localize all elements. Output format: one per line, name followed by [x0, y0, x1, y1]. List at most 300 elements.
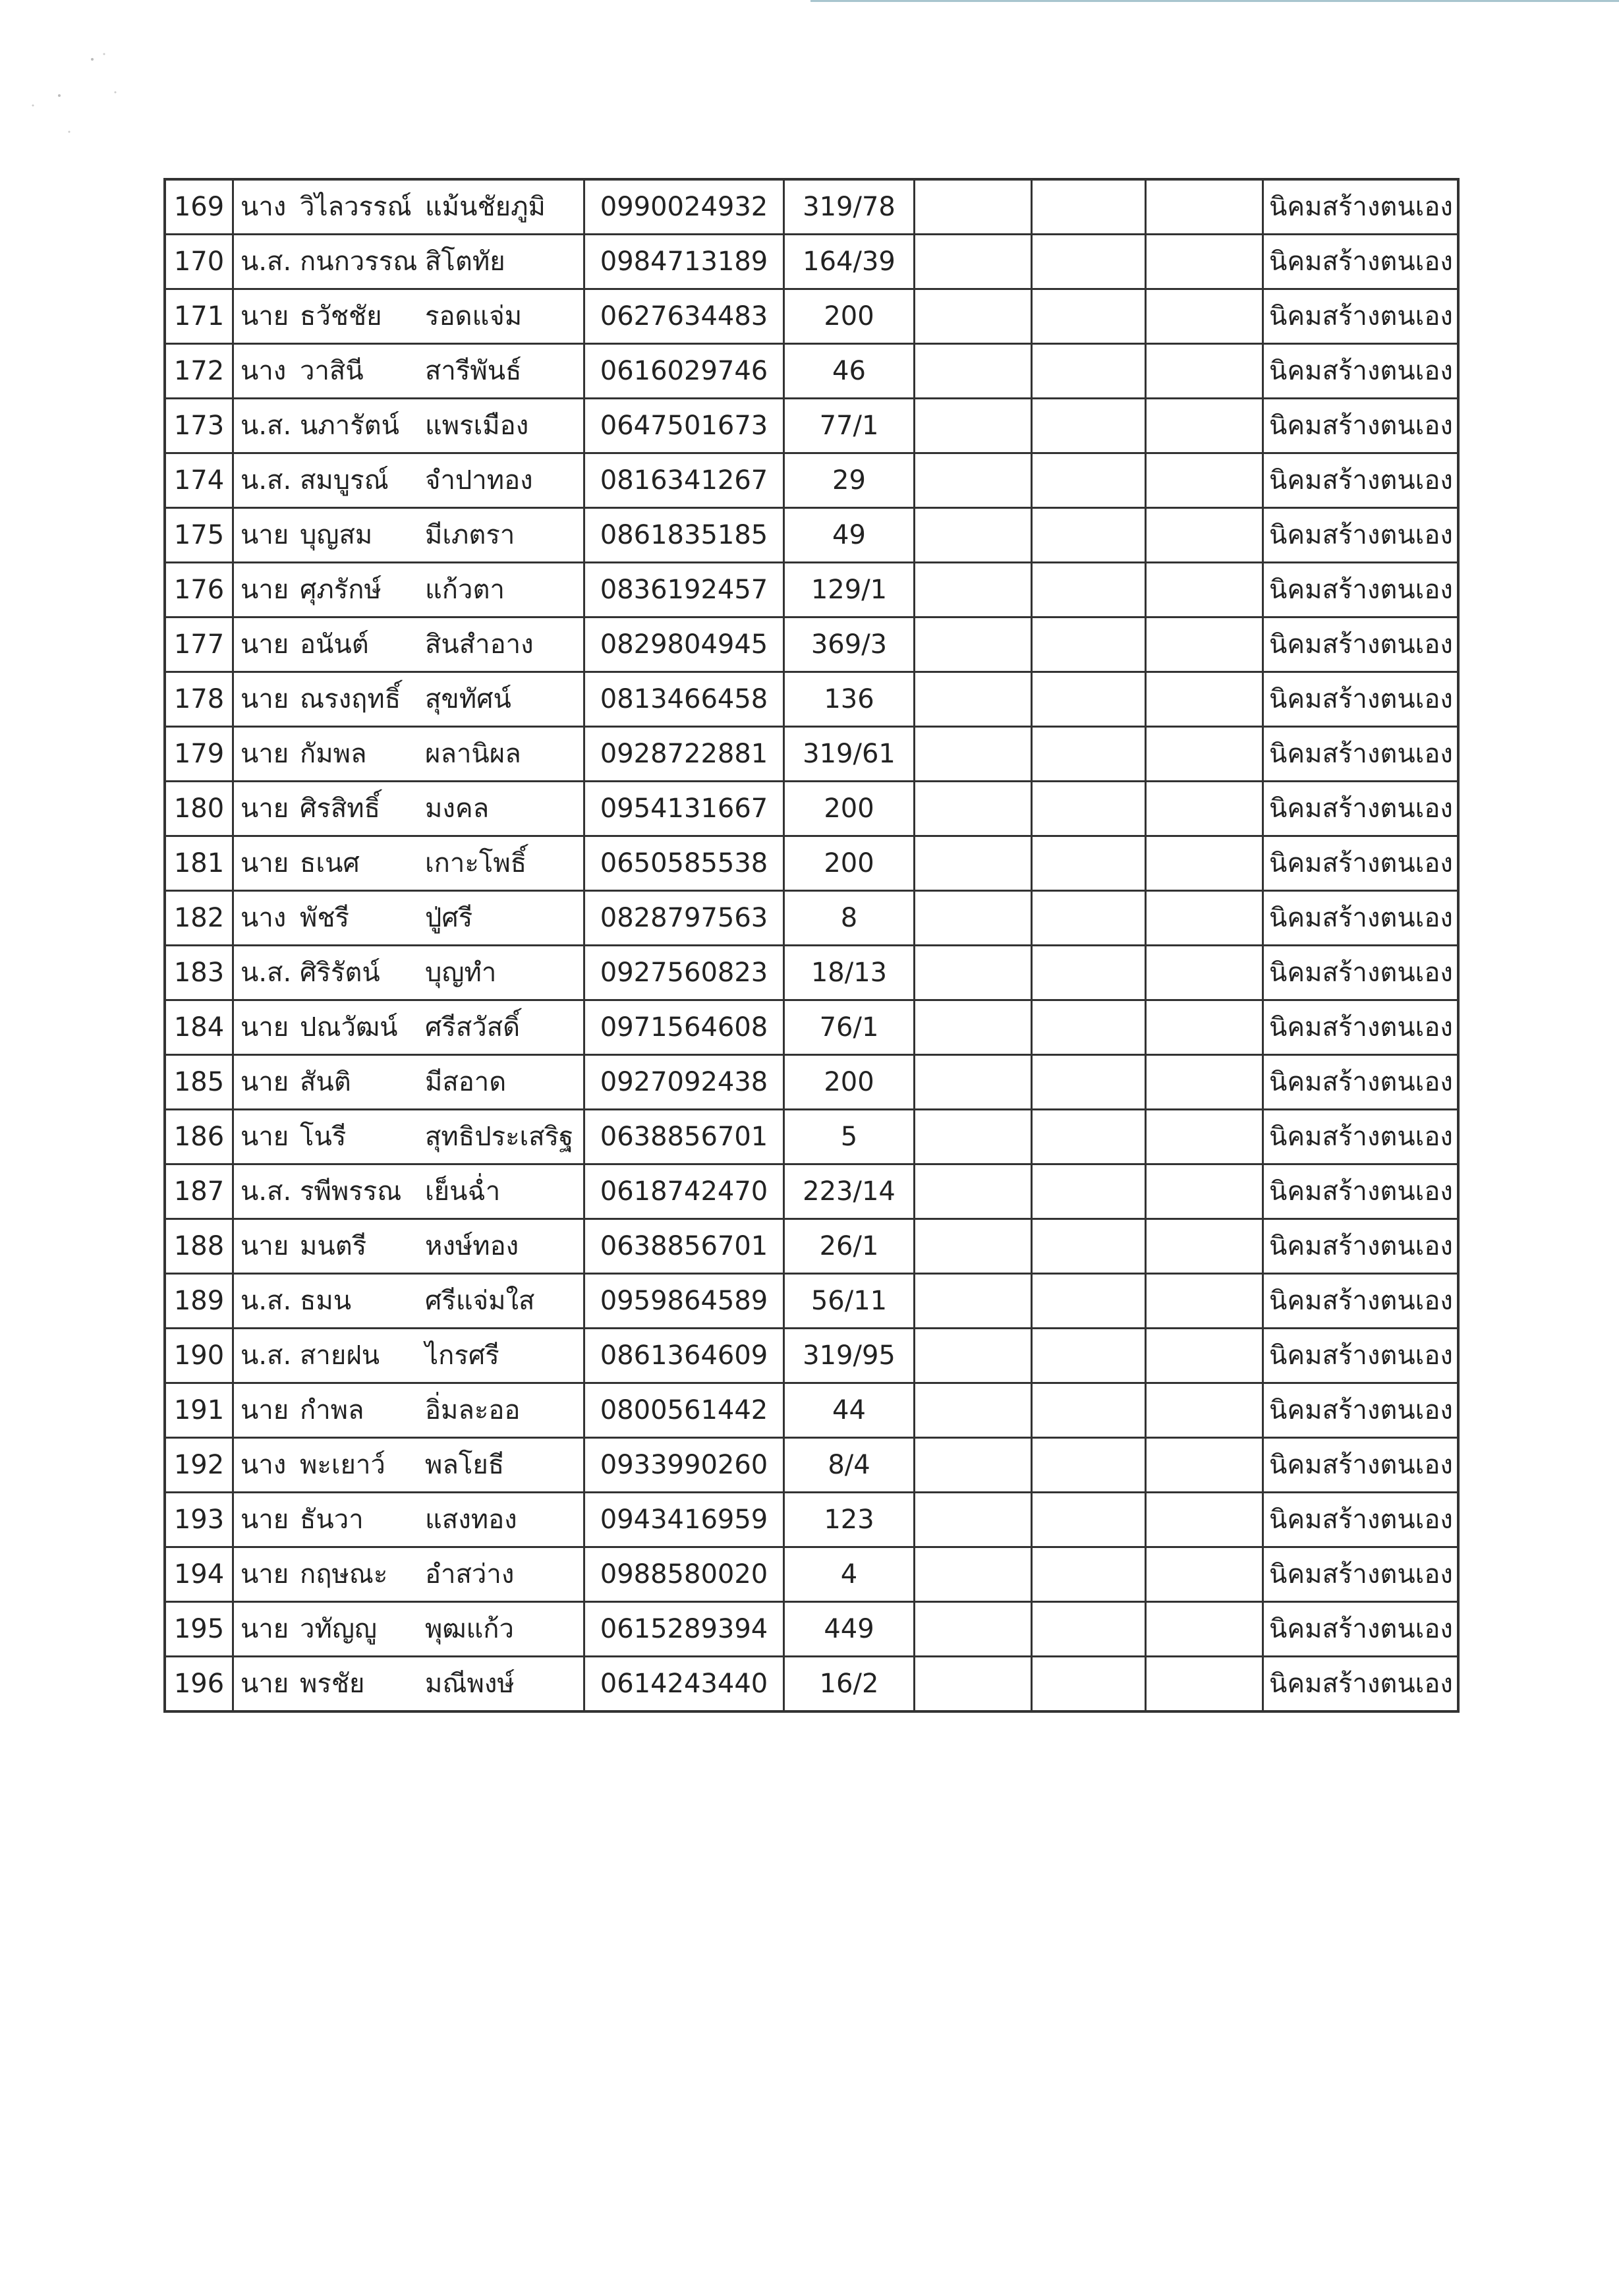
empty-cell — [1146, 1219, 1263, 1274]
table-row — [165, 1164, 1458, 1219]
name-title: นาย — [241, 1395, 289, 1425]
row-number: 170 — [165, 235, 233, 289]
house-number: 49 — [784, 508, 915, 563]
name-title: นาย — [241, 629, 289, 660]
first-name: กนกวรรณ — [300, 246, 418, 277]
house-number: 449 — [784, 1602, 915, 1657]
table-row — [165, 1329, 1458, 1383]
empty-cell — [1146, 1329, 1263, 1383]
empty-cell — [1032, 1493, 1146, 1547]
area-name: นิคมสร้างตนเอง — [1263, 1000, 1459, 1055]
phone-number: 0816341267 — [584, 453, 784, 508]
house-number: 136 — [784, 672, 915, 727]
row-number: 187 — [165, 1164, 233, 1219]
last-name: อำสว่าง — [425, 1559, 515, 1590]
full-name — [233, 1055, 584, 1110]
house-number: 8 — [784, 891, 915, 946]
empty-cell — [1032, 1657, 1146, 1712]
full-name — [233, 1329, 584, 1383]
empty-cell — [1146, 1055, 1263, 1110]
empty-cell — [1146, 617, 1263, 672]
full-name — [233, 179, 584, 235]
name-title: น.ส. — [241, 1176, 292, 1207]
area-name: นิคมสร้างตนเอง — [1263, 946, 1459, 1000]
table-row — [165, 508, 1458, 563]
table-row — [165, 1547, 1458, 1602]
last-name: อิ่มละออ — [425, 1395, 521, 1425]
empty-cell — [1146, 1110, 1263, 1164]
area-name: นิคมสร้างตนเอง — [1263, 1383, 1459, 1438]
empty-cell — [1146, 453, 1263, 508]
empty-cell — [915, 836, 1032, 891]
phone-number: 0988580020 — [584, 1547, 784, 1602]
name-title: นาง — [241, 903, 287, 933]
row-number: 182 — [165, 891, 233, 946]
area-name: นิคมสร้างตนเอง — [1263, 1438, 1459, 1493]
first-name: สันติ — [300, 1067, 351, 1097]
name-title: นาย — [241, 301, 289, 331]
row-number: 183 — [165, 946, 233, 1000]
table-row — [165, 672, 1458, 727]
house-number: 200 — [784, 1055, 915, 1110]
empty-cell — [1032, 1438, 1146, 1493]
area-name: นิคมสร้างตนเอง — [1263, 1219, 1459, 1274]
full-name — [233, 1274, 584, 1329]
area-name: นิคมสร้างตนเอง — [1263, 289, 1459, 344]
empty-cell — [915, 1547, 1032, 1602]
house-number: 18/13 — [784, 946, 915, 1000]
table-row — [165, 836, 1458, 891]
full-name — [233, 508, 584, 563]
table-row — [165, 453, 1458, 508]
empty-cell — [1032, 836, 1146, 891]
table-row — [165, 1000, 1458, 1055]
first-name: กัมพล — [300, 739, 367, 769]
area-name: นิคมสร้างตนเอง — [1263, 672, 1459, 727]
last-name: ศรีแจ่มใส — [425, 1286, 535, 1316]
name-title: นาย — [241, 1559, 289, 1590]
phone-number: 0829804945 — [584, 617, 784, 672]
phone-number: 0813466458 — [584, 672, 784, 727]
area-name: นิคมสร้างตนเอง — [1263, 836, 1459, 891]
name-title: น.ส. — [241, 411, 292, 441]
house-number: 319/61 — [784, 727, 915, 782]
area-name: นิคมสร้างตนเอง — [1263, 617, 1459, 672]
empty-cell — [915, 1602, 1032, 1657]
name-title: นาย — [241, 1012, 289, 1043]
first-name: รพีพรรณ — [300, 1176, 402, 1207]
last-name: ปู่ศรี — [425, 903, 473, 933]
last-name: แพรเมือง — [425, 411, 529, 441]
phone-number: 0861364609 — [584, 1329, 784, 1383]
phone-number: 0984713189 — [584, 235, 784, 289]
row-number: 196 — [165, 1657, 233, 1712]
row-number: 172 — [165, 344, 233, 399]
phone-number: 0616029746 — [584, 344, 784, 399]
empty-cell — [1032, 563, 1146, 617]
empty-cell — [915, 946, 1032, 1000]
first-name: ศิรสิทธิ์ — [300, 793, 381, 824]
empty-cell — [1032, 235, 1146, 289]
name-title: นาย — [241, 793, 289, 824]
full-name — [233, 344, 584, 399]
row-number: 173 — [165, 399, 233, 453]
empty-cell — [1146, 1000, 1263, 1055]
name-title: น.ส. — [241, 1286, 292, 1316]
full-name — [233, 453, 584, 508]
row-number: 188 — [165, 1219, 233, 1274]
house-number: 29 — [784, 453, 915, 508]
row-number: 177 — [165, 617, 233, 672]
empty-cell — [1032, 1547, 1146, 1602]
empty-cell — [1032, 508, 1146, 563]
first-name: วทัญญู — [300, 1614, 377, 1644]
house-number: 129/1 — [784, 563, 915, 617]
scan-specks — [20, 40, 152, 171]
phone-number: 0627634483 — [584, 289, 784, 344]
full-name — [233, 1602, 584, 1657]
table-row — [165, 617, 1458, 672]
house-number: 8/4 — [784, 1438, 915, 1493]
empty-cell — [1146, 1657, 1263, 1712]
name-title: น.ส. — [241, 1340, 292, 1371]
table-row — [165, 891, 1458, 946]
empty-cell — [1146, 399, 1263, 453]
last-name: จำปาทอง — [425, 465, 533, 496]
full-name — [233, 891, 584, 946]
last-name: แสงทอง — [425, 1505, 517, 1535]
phone-number: 0928722881 — [584, 727, 784, 782]
table-row — [165, 1657, 1458, 1712]
full-name — [233, 289, 584, 344]
last-name: ผลานิผล — [425, 739, 521, 769]
name-title: นาง — [241, 192, 287, 222]
house-number: 164/39 — [784, 235, 915, 289]
last-name: สารีพันธ์ — [425, 356, 522, 386]
empty-cell — [915, 1383, 1032, 1438]
empty-cell — [915, 617, 1032, 672]
empty-cell — [915, 1329, 1032, 1383]
name-title: นาง — [241, 356, 287, 386]
name-title: นาย — [241, 1614, 289, 1644]
empty-cell — [1032, 1110, 1146, 1164]
name-title: นาย — [241, 520, 289, 550]
table-row — [165, 289, 1458, 344]
empty-cell — [915, 727, 1032, 782]
row-number: 189 — [165, 1274, 233, 1329]
empty-cell — [1146, 1274, 1263, 1329]
row-number: 176 — [165, 563, 233, 617]
empty-cell — [915, 453, 1032, 508]
table-row — [165, 1438, 1458, 1493]
area-name: นิคมสร้างตนเอง — [1263, 1547, 1459, 1602]
area-name: นิคมสร้างตนเอง — [1263, 782, 1459, 836]
full-name — [233, 1657, 584, 1712]
row-number: 191 — [165, 1383, 233, 1438]
empty-cell — [1146, 782, 1263, 836]
empty-cell — [915, 1164, 1032, 1219]
first-name: อนันต์ — [300, 629, 369, 660]
table-row — [165, 1110, 1458, 1164]
area-name: นิคมสร้างตนเอง — [1263, 399, 1459, 453]
area-name: นิคมสร้างตนเอง — [1263, 1329, 1459, 1383]
name-title: นาย — [241, 1122, 289, 1152]
full-name — [233, 399, 584, 453]
empty-cell — [915, 344, 1032, 399]
row-number: 169 — [165, 179, 233, 235]
table-row — [165, 1383, 1458, 1438]
house-number: 16/2 — [784, 1657, 915, 1712]
phone-number: 0647501673 — [584, 399, 784, 453]
first-name: นภารัตน์ — [300, 411, 399, 441]
first-name: บุญสม — [300, 520, 373, 550]
phone-number: 0615289394 — [584, 1602, 784, 1657]
empty-cell — [1032, 179, 1146, 235]
empty-cell — [1146, 1547, 1263, 1602]
name-title: น.ส. — [241, 246, 292, 277]
area-name: นิคมสร้างตนเอง — [1263, 1274, 1459, 1329]
full-name — [233, 1438, 584, 1493]
empty-cell — [1146, 179, 1263, 235]
first-name: ปณวัฒน์ — [300, 1012, 398, 1043]
table-row — [165, 399, 1458, 453]
table-row — [165, 179, 1458, 235]
phone-number: 0943416959 — [584, 1493, 784, 1547]
empty-cell — [1032, 946, 1146, 1000]
empty-cell — [915, 1657, 1032, 1712]
empty-cell — [1146, 1164, 1263, 1219]
row-number: 185 — [165, 1055, 233, 1110]
row-number: 171 — [165, 289, 233, 344]
house-number: 77/1 — [784, 399, 915, 453]
empty-cell — [1032, 617, 1146, 672]
empty-cell — [1146, 672, 1263, 727]
first-name: ธันวา — [300, 1505, 364, 1535]
full-name — [233, 563, 584, 617]
empty-cell — [1032, 1274, 1146, 1329]
table-row — [165, 235, 1458, 289]
first-name: วาสินี — [300, 356, 364, 386]
last-name: สุทธิประเสริฐ — [425, 1122, 574, 1152]
name-title: นาย — [241, 848, 289, 878]
empty-cell — [915, 399, 1032, 453]
full-name — [233, 672, 584, 727]
full-name — [233, 1164, 584, 1219]
first-name: กำพล — [300, 1395, 364, 1425]
first-name: วิไลวรรณ์ — [300, 192, 412, 222]
first-name: ธเนศ — [300, 848, 360, 878]
empty-cell — [1146, 235, 1263, 289]
house-number: 5 — [784, 1110, 915, 1164]
last-name: ศรีสวัสดิ์ — [425, 1012, 521, 1043]
table-row — [165, 344, 1458, 399]
table-row — [165, 1493, 1458, 1547]
phone-number: 0800561442 — [584, 1383, 784, 1438]
empty-cell — [1146, 1383, 1263, 1438]
full-name — [233, 946, 584, 1000]
row-number: 192 — [165, 1438, 233, 1493]
area-name: นิคมสร้างตนเอง — [1263, 1164, 1459, 1219]
area-name: นิคมสร้างตนเอง — [1263, 235, 1459, 289]
phone-number: 0614243440 — [584, 1657, 784, 1712]
phone-number: 0828797563 — [584, 891, 784, 946]
empty-cell — [1146, 289, 1263, 344]
table-body — [165, 179, 1458, 1711]
table-row — [165, 1602, 1458, 1657]
full-name — [233, 1383, 584, 1438]
last-name: เกาะโพธิ์ — [425, 848, 527, 878]
first-name: ณรงฤทธิ์ — [300, 684, 401, 714]
first-name: พรชัย — [300, 1669, 365, 1699]
house-number: 200 — [784, 782, 915, 836]
first-name: ศิริรัตน์ — [300, 958, 380, 988]
row-number: 175 — [165, 508, 233, 563]
first-name: ศุภรักษ์ — [300, 575, 382, 605]
full-name — [233, 836, 584, 891]
last-name: รอดแจ่ม — [425, 301, 523, 331]
empty-cell — [1032, 1383, 1146, 1438]
table-row — [165, 563, 1458, 617]
last-name: มณีพงษ์ — [425, 1669, 515, 1699]
first-name: พะเยาว์ — [300, 1450, 385, 1480]
first-name: สมบูรณ์ — [300, 465, 389, 496]
empty-cell — [1032, 727, 1146, 782]
area-name: นิคมสร้างตนเอง — [1263, 1493, 1459, 1547]
phone-number: 0959864589 — [584, 1274, 784, 1329]
name-title: นาย — [241, 739, 289, 769]
row-number: 184 — [165, 1000, 233, 1055]
last-name: สิโตทัย — [425, 246, 505, 277]
empty-cell — [1146, 727, 1263, 782]
area-name: นิคมสร้างตนเอง — [1263, 1657, 1459, 1712]
area-name: นิคมสร้างตนเอง — [1263, 891, 1459, 946]
area-name: นิคมสร้างตนเอง — [1263, 727, 1459, 782]
full-name — [233, 1219, 584, 1274]
phone-number: 0836192457 — [584, 563, 784, 617]
house-number: 200 — [784, 289, 915, 344]
name-title: นาย — [241, 1231, 289, 1261]
empty-cell — [915, 1055, 1032, 1110]
row-number: 194 — [165, 1547, 233, 1602]
empty-cell — [1032, 344, 1146, 399]
empty-cell — [915, 179, 1032, 235]
phone-number: 0990024932 — [584, 179, 784, 235]
house-number: 319/78 — [784, 179, 915, 235]
empty-cell — [1146, 836, 1263, 891]
table-row — [165, 1219, 1458, 1274]
last-name: มงคล — [425, 793, 490, 824]
table-row — [165, 782, 1458, 836]
last-name: หงษ์ทอง — [425, 1231, 519, 1261]
empty-cell — [1032, 289, 1146, 344]
phone-number: 0650585538 — [584, 836, 784, 891]
empty-cell — [1032, 1055, 1146, 1110]
table-row — [165, 727, 1458, 782]
full-name — [233, 617, 584, 672]
empty-cell — [1146, 1602, 1263, 1657]
last-name: พุฒแก้ว — [425, 1614, 514, 1644]
phone-number: 0933990260 — [584, 1438, 784, 1493]
empty-cell — [1032, 1329, 1146, 1383]
empty-cell — [915, 782, 1032, 836]
name-title: นาย — [241, 684, 289, 714]
first-name: โนรี — [300, 1122, 347, 1152]
area-name: นิคมสร้างตนเอง — [1263, 179, 1459, 235]
name-title: นาย — [241, 575, 289, 605]
name-title: นาย — [241, 1067, 289, 1097]
house-number: 123 — [784, 1493, 915, 1547]
empty-cell — [1032, 1164, 1146, 1219]
row-number: 186 — [165, 1110, 233, 1164]
table-row — [165, 1274, 1458, 1329]
house-number: 223/14 — [784, 1164, 915, 1219]
empty-cell — [1146, 1438, 1263, 1493]
empty-cell — [915, 508, 1032, 563]
first-name: มนตรี — [300, 1231, 367, 1261]
empty-cell — [1032, 782, 1146, 836]
area-name: นิคมสร้างตนเอง — [1263, 563, 1459, 617]
last-name: บุญทำ — [425, 958, 497, 988]
row-number: 190 — [165, 1329, 233, 1383]
empty-cell — [915, 1000, 1032, 1055]
row-number: 180 — [165, 782, 233, 836]
row-number: 193 — [165, 1493, 233, 1547]
phone-number: 0618742470 — [584, 1164, 784, 1219]
full-name — [233, 727, 584, 782]
full-name — [233, 1000, 584, 1055]
full-name — [233, 1493, 584, 1547]
house-number: 369/3 — [784, 617, 915, 672]
name-title: นาง — [241, 1450, 287, 1480]
empty-cell — [915, 1493, 1032, 1547]
row-number: 195 — [165, 1602, 233, 1657]
house-number: 46 — [784, 344, 915, 399]
empty-cell — [1032, 891, 1146, 946]
empty-cell — [915, 1110, 1032, 1164]
empty-cell — [1146, 891, 1263, 946]
last-name: แม้นชัยภูมิ — [425, 192, 546, 222]
name-title: น.ส. — [241, 958, 292, 988]
name-title: น.ส. — [241, 465, 292, 496]
empty-cell — [1032, 1000, 1146, 1055]
area-name: นิคมสร้างตนเอง — [1263, 508, 1459, 563]
last-name: แก้วตา — [425, 575, 505, 605]
last-name: พลโยธี — [425, 1450, 505, 1480]
first-name: พัชรี — [300, 903, 349, 933]
row-number: 178 — [165, 672, 233, 727]
area-name: นิคมสร้างตนเอง — [1263, 1602, 1459, 1657]
last-name: มีเภตรา — [425, 520, 515, 550]
first-name: สายฝน — [300, 1340, 380, 1371]
last-name: เย็นฉ่ำ — [425, 1176, 501, 1207]
empty-cell — [915, 235, 1032, 289]
empty-cell — [1032, 672, 1146, 727]
house-number: 44 — [784, 1383, 915, 1438]
full-name — [233, 782, 584, 836]
area-name: นิคมสร้างตนเอง — [1263, 344, 1459, 399]
last-name: สินสำอาง — [425, 629, 534, 660]
house-number: 319/95 — [784, 1329, 915, 1383]
house-number: 76/1 — [784, 1000, 915, 1055]
name-title: นาย — [241, 1505, 289, 1535]
empty-cell — [915, 1438, 1032, 1493]
beneficiary-table — [163, 178, 1460, 1713]
house-number: 4 — [784, 1547, 915, 1602]
house-number: 200 — [784, 836, 915, 891]
table-row — [165, 1055, 1458, 1110]
phone-number: 0638856701 — [584, 1110, 784, 1164]
phone-number: 0954131667 — [584, 782, 784, 836]
